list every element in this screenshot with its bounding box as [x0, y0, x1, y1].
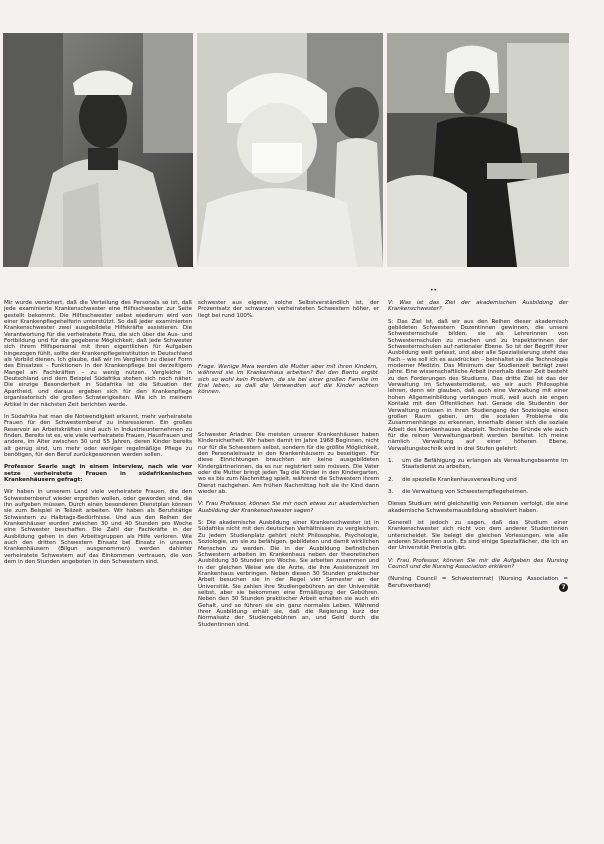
article-column-2-continued [198, 432, 379, 634]
article-column-3 [388, 300, 568, 595]
paragraph: S: Die akademische Ausbildung einer Krankenschwester ist in Südafrika nicht mit den deutschen Verhältnissen zu vergleichen. Zu jedem Studienplatz gehört nicht Philosophie, Psychologie, Soziologie, um sie zu befähigen, gebildeten und damit wirklichen Menschen zu werden. Die in der Ausbildung befindlichen Schwestern arbeiten im Krankenhaus neben der theoretischen Ausbildung 30 Stunden pro Woche. Sie arbeiten zusammen und in der gleichen Weise wie die Arzte, die ihre Assistenzzeit im Krankenhaus verbringen. Neben diesen 30 Stunden praktischer Arbeit besuchen sie in der Regel vier Semester an der Universität. Sie zahlen ihre Studiengebühren an der Universität selbst, aber sie bekommen eine Ermäßigung der Gebühren. Neben den 30 Stunden praktischer Arbeit erhalten sie auch ein Gehalt, und so führen sie ein ganz normales Leben. Während ihrer Ausbildung erhält sie, daß die Regierung kurz der Normalsatz der Studiengebühren an, und Geld durch die Studentinnen sind. [198, 520, 379, 628]
page-number: 7 [559, 583, 568, 592]
question: V: Frau Professor, können Sie mir die Aufgaben des Nursing Council und die Nursing Association erklären? [388, 557, 568, 571]
admin-levels-list [388, 458, 568, 495]
question: V: Was ist das Ziel der akademischen Ausbildung der Krankenschwester? [388, 300, 568, 313]
list-item: 1. um die Befähigung zu erlangen als Verwaltungsbeamte im Staatsdienst zu arbeiten, [388, 457, 568, 471]
photo-nurse-portrait [3, 33, 193, 267]
list-item: 2. die spezielle Krankenhausverwaltung und [388, 476, 517, 483]
paragraph: Wir haben in unserem Land viele verheiratete Frauen, die den Schwesternberuf wieder ergreifen wollen, oder geworden sind, die ihn aufgeben müssen. Durch einen besonderen Dienstplan können sie zum Beispiel in Teilzeit arbeiten. Wir haben als Berufstätige Schwestern zu Halbtags-Bedürfnisse. Und aus den Reihen der Krankenhäuser wurden zwischen 30 und 40 Stunden pro Woche eine Schwester beschaffen. Die Zahl der Fachkräfte in der Ausbildung gehen in den Arbeitsgruppen als Hilfe verloren. Wie auch den dritten Schwestern Einsatz bei Einsatz in unseren Krankenhäusern (Bilgun ausgenommen) werden dahinter verheiratete Schwestern auf das Einkommen vertrauen, die von dem in den Stunden angeboten in den Schwestern sind. [4, 489, 192, 566]
paragraph: Generell ist jedoch zu sagen, daß das Studium einer Krankenschwester sich nicht von dem anderer Studentinnen unterscheidet. Sie belegt die gleichen Vorlesungen, wie alle anderen Studenten auch. Es sind einige Spezialfächer, die ich an der Universität Pretoria gibt. [388, 519, 568, 552]
footnote: (Nursing Council = Schwesternrat) (Nursing Association = Berufsverband) 7 [388, 576, 568, 591]
article-column-2 [198, 300, 379, 325]
question: V: Frau Professor, können Sie mir noch etwas zur akademischen Ausbildung der Krankenschwester sagen? [198, 501, 379, 514]
article-column-1 [4, 300, 192, 571]
photo-nurses-ward [387, 33, 569, 267]
paragraph: Schwester Ariadne: Die meisten unserer Krankenhäuser haben Kindersicherheit. Wir haben damit im Jahre 1968 Beginnen, nicht nur für die Schwestern selbst, sondern für die größte Möglichkeit, den Personaleinsatz in den Krankenhäusern zu beseitigen. Für diese Einrichtungen brauchten wir keine ausgebildeten Kindergärtnerinnen, da es nur registriert sein müssen. Die Vater oder die Mutter bringt jeden Tag die Kinder in den Kindergarten, wo es bis zum Nachmittag spielt, während die Schwestern ihrem Dienst nachgehen. Am frühen Nachmittag holt sie ihr Kind dann wieder ab. [198, 432, 379, 496]
photo-caption: Frage: Wenige Mwa werden die Mutter aber mit ihren Kindern, während sie im Krankenhaus arbeiten? Bei den Bantu ergibt sich so wohl kein Problem, da sie bei einer großen Familie im Kral leben, so daß die Verwandten auf die Kinder achten können. [198, 364, 378, 396]
photo-nurse-surgical-mask [197, 33, 383, 267]
paragraph: Mir wurde versichert, daß die Verteilung des Personals so ist, daß jede examinierte Krankenschwester eine Hilfsschwester zur Seite gestellt bekommt. Die Hilfsschwester selbst wiederum wird von einer Krankenpflegehelferin unterstützt. So daß jeder examinierten Krankenschwester zwei ausgebildete Hilfskräfte assistieren. Die Verantwortung für die verheiratete Frau, die sich über die Aus- und Fortbildung und für die gegebene Möglichkeit, daß jede Schwester sich ihrem Hilfspersonal mit ihren eigentlichen für Aufgaben hingezogen fühlt, sollte der Krankenpflegeinstitution in Deutschland als Vorbild dienen. Ich glaube, daß wir im Vergleich zu dieser Form des Einsatzes – Funktionen in der Krankenpflege bei derzeitigem Mangel an Fachkräften – zu wenig nutzen. Vergleiche in Deutschland und dem Beispiel Südafrika stehen sich noch näher. Die einzige Besonderheit in Südafrika ist die Situation der Apartheid, und daraus ergeben sich für den Krankenpflege organisatorisch die großen Schwierigkeiten. Wie ich in meinem Artikel in der nächsten Zeit berichten werde. [4, 300, 192, 408]
paragraph: Dieses Studium wird gleichzeitig von Personen verfolgt, die eine akademische Schwesternausbildung absolviert haben. [388, 501, 568, 514]
paragraph: S: Das Ziel ist, daß wir aus den Reihen dieser akademisch gebildeten Schwestern Dozentinnen gewinnen, die unsere Schwesternschule bilden, sie als Lehrerinnen von Schwesternschulen zu machen und zu Inspektorinnen der Schwesternschulen auf nationaler Ebene. So ist der Begriff ihrer Ausbildung weit gefasst, und aber alle Spezialisierung steht das Fach – wie soll ich es ausdrücken – beinhaltet sie die Technologie moderner Medizin. Das Minimum der Studienzeit beträgt zwei Jahre. Eine wissenschaftliche Arbeit innerhalb dieser Zeit besteht zu den Forderungen des Studiums. Das dritte Ziel ist das der Verwaltung im Schwesterndienst, wo wir auch Philosophie lehren, denn wir glauben, daß auch eine Verwaltung mit einer hohen Allgemeinbildung verlangen muß, weil auch sie engen Kontakt mit den Öffentlichen hat. Gerade die Studentin der Verwaltung müssen in ihren Studiengang der Soziologie einen großen Raum geben, um die sozialen Probleme die Zusammenhänge zu erkennen, innerhalb dieser sich die soziale Arbeit des Krankenhauses abspielt. Technische Gründe wie auch für die reinen Verwaltungsarbeit werden bereitet. Ich meine nämlich Verwaltung auf einer höheren Ebene, Verwaltungstechnik wird in drei Stufen gelehrt: [388, 318, 568, 452]
paragraph: Professor Searle sagt in einem Interview, nach wie vor setze verheiratete Frauen in südafrikanischen Krankenhäusern gefragt: [4, 464, 192, 483]
photo-mark: •• [430, 287, 438, 294]
paragraph: In Südafrika hat man die Notwendigkeit erkannt, mehr verheiratete Frauen für den Schwesternberuf zu interessieren. Ein großes Reservoir an Arbeitskräften sind auch in Industrieunternehmen zu finden. Bereits ist es, wie viele verheiratete Frauen, Hausfrauen und andere, im Alter zwischen 30 und 55 Jahren, deren Kinder bereits alt genug sind, um mehr oder weniger regelmäßige Pflege zu benötigen, für den Beruf zurückgewonnen werden sollen. [4, 413, 192, 458]
list-item: 3. die Verwaltung von Schwesternpflegeheimen. [388, 488, 529, 495]
paragraph: schwester aus eigene, solche Selbstverständlich ist, der Prozentsatz der schwarzen verheirateten Schwestern höher, er liegt bei rund 100%. [198, 300, 379, 319]
